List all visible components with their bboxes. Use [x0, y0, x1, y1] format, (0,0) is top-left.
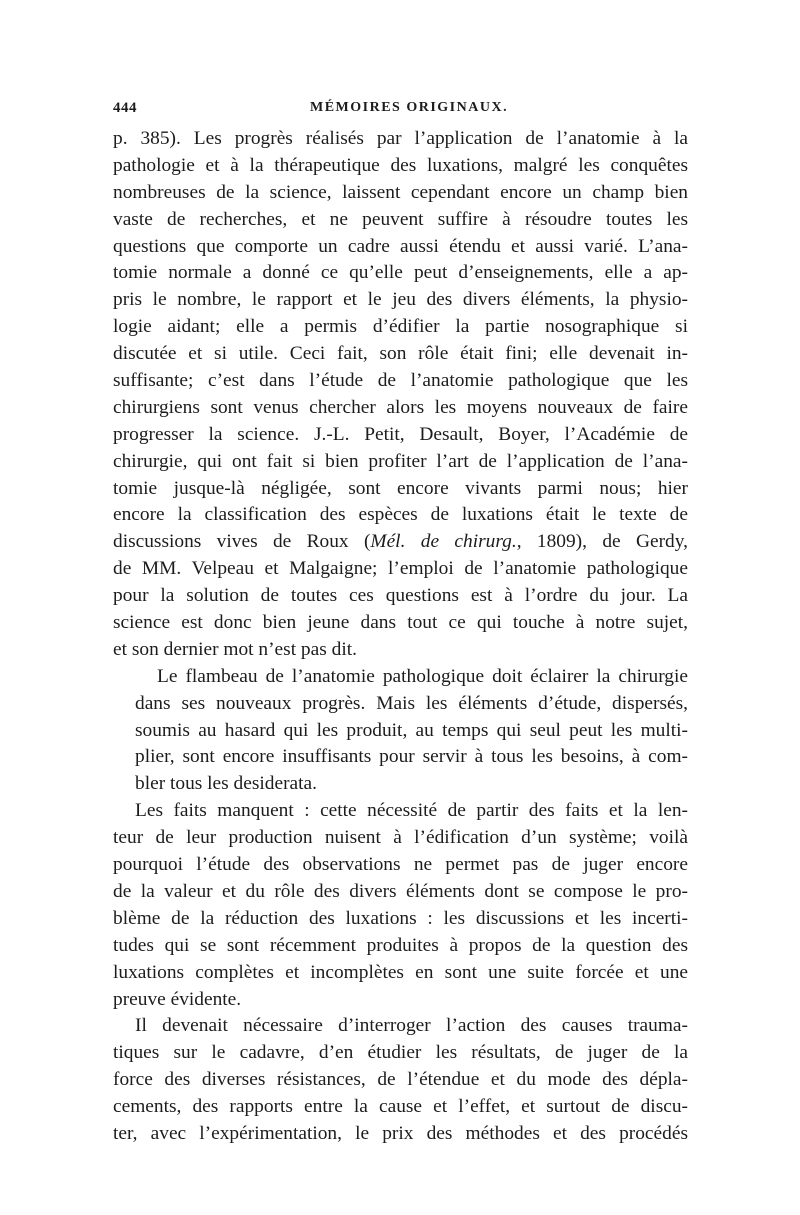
text-fragment: , 1809), de Gerdy, [516, 531, 689, 553]
paragraph-4 [113, 1013, 688, 1147]
text-line: tomie jusque-là négligée, sont encore vivants parmi nous; hier [113, 477, 688, 499]
text-line: force des diverses résistances, de l’étendue et du mode des dépla- [113, 1069, 688, 1091]
text-line: soumis au hasard qui les produit, au temps qui seul peut les multi- [135, 719, 688, 741]
citation: Mél. de chirurg. [370, 531, 517, 553]
text-line: pour la solution de toutes ces questions est à l’ordre du jour. La [113, 585, 688, 607]
text-line: logie aidant; elle a permis d’édifier la partie nosographique si [113, 316, 688, 338]
text-line: tudes qui se sont récemment produites à propos de la question des [113, 934, 688, 956]
text-line: science est donc bien jeune dans tout ce qui touche à notre sujet, [113, 612, 688, 634]
text-line: de MM. Velpeau et Malgaigne; l’emploi de l’anatomie pathologique [113, 558, 688, 580]
text-line: et son dernier mot n’est pas dit. [113, 638, 357, 660]
text-line: plier, sont encore insuffisants pour servir à tous les besoins, à com- [135, 746, 688, 768]
text-line: pathologie et à la thérapeutique des luxations, malgré les conquêtes [113, 154, 688, 176]
text-fragment: discussions vives de Roux ( [113, 531, 371, 553]
paragraph-3 [113, 798, 688, 1013]
text-line: preuve évidente. [113, 988, 242, 1010]
paragraph-2 [113, 664, 688, 798]
text-line: Le flambeau de l’anatomie pathologique doit éclairer la chirurgie [157, 665, 688, 687]
running-title: MÉMOIRES ORIGINAUX. [310, 100, 509, 115]
text-line: teur de leur production nuisent à l’édification d’un système; voilà [113, 827, 688, 849]
text-line: de la valeur et du rôle des divers éléments dont se compose le pro- [113, 880, 688, 902]
text-line: cements, des rapports entre la cause et l’effet, et surtout de discu- [113, 1096, 688, 1118]
text-line: nombreuses de la science, laissent cependant encore un champ bien [113, 181, 688, 203]
text-line: Les faits manquent : cette nécessité de partir des faits et la len- [135, 800, 688, 822]
page-number: 444 [113, 100, 137, 116]
text-line: chirurgie, qui ont fait si bien profiter l’art de l’application de l’ana- [113, 450, 688, 472]
text-line: progresser la science. J.-L. Petit, Desault, Boyer, l’Académie de [113, 423, 688, 445]
body-text [113, 126, 688, 1148]
text-line: pourquoi l’étude des observations ne permet pas de juger encore [113, 854, 688, 876]
text-line: encore la classification des espèces de luxations était le texte de [113, 504, 688, 526]
text-line: vaste de recherches, et ne peuvent suffire à résoudre toutes les [113, 208, 688, 230]
text-line: dans ses nouveaux progrès. Mais les éléments d’étude, dispersés, [135, 692, 688, 714]
text-line: chirurgiens sont venus chercher alors les moyens nouveaux de faire [113, 396, 688, 418]
text-line: tomie normale a donné ce qu’elle peut d’enseignements, elle a ap- [113, 262, 688, 284]
text-line: tiques sur le cadavre, d’en étudier les résultats, de juger de la [113, 1042, 688, 1064]
paragraph-1 [113, 126, 688, 664]
running-head [113, 100, 688, 122]
text-line: p. 385). Les progrès réalisés par l’application de l’anatomie à la [113, 128, 688, 149]
text-line: suffisante; c’est dans l’étude de l’anatomie pathologique que les [113, 370, 688, 392]
text-line: pris le nombre, le rapport et le jeu des divers éléments, la physio- [113, 289, 688, 311]
text-line-with-citation [113, 529, 688, 556]
text-line: bler tous les desiderata. [135, 773, 317, 795]
text-line: questions que comporte un cadre aussi étendu et aussi varié. L’ana- [113, 235, 688, 257]
text-line: Il devenait nécessaire d’interroger l’action des causes trauma- [135, 1015, 688, 1037]
text-line: luxations complètes et incomplètes en sont une suite forcée et une [113, 961, 688, 983]
text-line: ter, avec l’expérimentation, le prix des méthodes et des procédés [113, 1122, 688, 1144]
text-line: discutée et si utile. Ceci fait, son rôle était fini; elle devenait in- [113, 343, 688, 365]
text-line: blème de la réduction des luxations : les discussions et les incerti- [113, 907, 688, 929]
